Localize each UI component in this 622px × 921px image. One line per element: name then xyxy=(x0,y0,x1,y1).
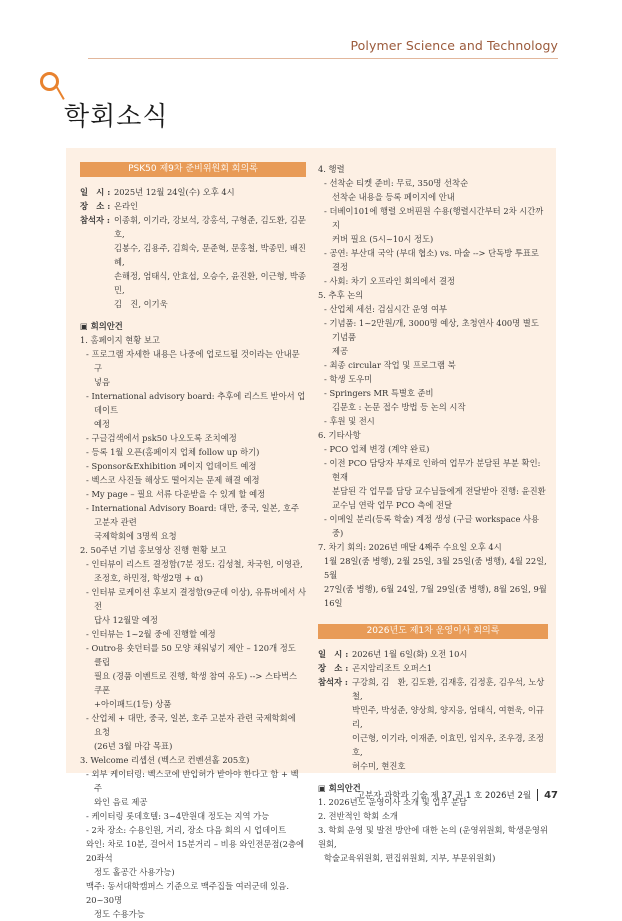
agenda-line: - 2차 장소: 수용인원, 거리, 장소 다음 회의 시 업데이트 xyxy=(86,825,287,835)
agenda-line: - 공연: 부산대 국악 (부대 협소) vs. 마술 --> 단독방 투표로 결정 xyxy=(324,248,539,272)
meeting1-agenda-continued xyxy=(318,162,548,610)
meeting1-place xyxy=(80,199,306,213)
attendee-line: 이근형, 이기라, 이재준, 이효민, 임지우, 조우경, 조정호, xyxy=(352,733,544,757)
agenda-line: 와인: 차로 10분, 걸어서 15분거리 – 비용 와인전문점(2층에 20좌석 xyxy=(86,839,304,863)
agenda-line: - 케이터링 롯데호텔: 3~4만원대 정도는 지역 가능 xyxy=(86,811,270,821)
attendee-line: 김봉수, 김용주, 김희숙, 문준혁, 문홍철, 박종민, 배진혜, xyxy=(114,243,306,267)
label: 참석자 : xyxy=(80,215,110,225)
agenda-line: 5. 추후 논의 xyxy=(318,290,364,300)
agenda-line: 제공 xyxy=(332,346,349,356)
meeting2-place xyxy=(318,661,548,675)
meeting1-banner: PSK50 제9차 준비위원회 회의록 xyxy=(80,162,306,177)
agenda-line: 예정 xyxy=(94,419,111,429)
right-column xyxy=(318,162,548,865)
agenda-line: 국제학회에 3명씩 요청 xyxy=(94,531,177,541)
agenda-line: - International advisory board: 추후에 리스트 받아서 업데이트 xyxy=(86,391,306,415)
agenda-line: 2. 50주년 기념 홍보영상 진행 현황 보고 xyxy=(80,545,227,555)
agenda-line: 넣음 xyxy=(94,377,111,387)
label: 일 시 : xyxy=(80,187,111,197)
agenda-line: - 산업체 세션: 검심시간 운영 여부 xyxy=(324,304,447,314)
value: 2026년 1월 6일(화) 오전 10시 xyxy=(352,649,468,659)
agenda-line: - 프로그램 자세한 내용은 나중에 업로드될 것이라는 안내문구 xyxy=(86,349,300,373)
agenda-line: 김문호 : 논문 접수 방법 등 논의 시작 xyxy=(332,402,466,412)
meeting2-date xyxy=(318,647,548,661)
meeting1-date xyxy=(80,185,306,199)
agenda-line: - 학생 도우미 xyxy=(324,374,373,384)
agenda-line: - My page – 필요 서류 다운받을 수 있게 할 예정 xyxy=(86,489,266,499)
value xyxy=(352,675,548,773)
footer-citation: 고분자 과학과 기술 제 37 권 1 호 2026년 2월 xyxy=(356,791,532,801)
meeting1-agenda-heading: ▣ 회의안건 xyxy=(80,321,123,331)
attendee-line: 구강희, 김 환, 김도환, 김재홍, 김정훈, 김우석, 노상철, xyxy=(352,677,545,701)
meeting2-agenda-list xyxy=(318,795,548,865)
label: 참석자 : xyxy=(318,677,348,687)
agenda-line: - Sponsor&Exhibition 페이지 업데이트 예정 xyxy=(86,461,257,471)
agenda-line: 1. 2026년도 운영이사 소개 및 업무 분담 xyxy=(318,797,468,807)
attendee-line: 이종휘, 이기라, 강보석, 강홍석, 구형준, 김도환, 김문호, xyxy=(114,215,306,239)
agenda-line: 조정호, 하민정, 학생2명 + α) xyxy=(94,573,204,583)
footer xyxy=(357,789,558,801)
agenda-line: 필요 (경품 이벤트로 진행, 학생 참여 유도) --> 스타벅스 쿠폰 xyxy=(94,671,298,695)
agenda-line: 1월 28일(줌 병행), 2월 25일, 3월 25일(줌 병행), 4월 22일, 5월 xyxy=(324,556,547,580)
agenda-line: - 산업체 + 대만, 중국, 일본, 호주 고분자 관련 국제학회에 요청 xyxy=(86,713,296,737)
agenda-line: - Springers MR 특별호 준비 xyxy=(324,388,434,398)
agenda-line: - PCO 업체 변경 (계약 완료) xyxy=(324,444,430,454)
agenda-line: - 외부 케이터링: 벡스코에 반입허가 받아야 한다고 함 + 벡주 xyxy=(86,769,299,793)
agenda-line: - 등록 1월 오픈(홈페이지 업체 follow up 하기) xyxy=(86,447,260,457)
meeting2-agenda-heading: ▣ 회의안건 xyxy=(318,783,361,793)
label: 일 시 : xyxy=(318,649,349,659)
agenda-line: 정도 홀공간 사용가능) xyxy=(94,867,175,877)
agenda-line: 6. 기타사항 xyxy=(318,430,361,440)
agenda-line: 커버 필요 (5시~10시 정도) xyxy=(332,234,434,244)
meeting1-attendees xyxy=(80,213,306,311)
agenda-line: 와인 음료 제공 xyxy=(94,797,148,807)
label: 장 소 : xyxy=(318,663,349,673)
agenda-line: - 사회: 차기 오프라인 회의에서 결정 xyxy=(324,276,455,286)
attendee-line: 박민주, 박성준, 양상희, 양지응, 엄태식, 여현욱, 이규리, xyxy=(352,705,544,729)
page-title: 학회소식 xyxy=(64,102,169,132)
agenda-line: - 이메일 분리(등록 학술) 계정 생성 (구글 workspace 사용중) xyxy=(324,514,540,538)
agenda-line: - 더베이101에 행렬 오버핀원 수용(행렬시간부터 2차 시간까지 xyxy=(324,206,544,230)
agenda-line: - Outro용 숏던터를 50 모양 채워넣기 제안 – 120개 정도 클립 xyxy=(86,643,296,667)
attendee-line: 손해정, 엄태식, 안효섭, 오승수, 윤진환, 이근형, 박종민, xyxy=(114,271,306,295)
agenda-line: - 인터뷰이 리스트 결정함(7분 정도: 김성철, 차국헌, 이영관, xyxy=(86,559,303,569)
left-column xyxy=(80,162,306,921)
agenda-line: - 인터뷰는 1~2월 중에 진행할 예정 xyxy=(86,629,216,639)
meeting2-attendees xyxy=(318,675,548,773)
agenda-line: - 이전 PCO 담당자 부재로 인하여 업무가 분담된 부분 확인: 현재 xyxy=(324,458,541,482)
agenda-line: - 최종 circular 작업 및 프로그램 북 xyxy=(324,360,456,370)
label: 장 소 : xyxy=(80,201,111,211)
agenda-line: - 인터뷰 로케이션 후보지 결정함(9군데 이상), 유튜버에서 사전 xyxy=(86,587,306,611)
agenda-line: 3. 학회 운영 및 발전 방안에 대한 논의 (운영위원회, 학생운영위원회, xyxy=(318,825,548,849)
agenda-line: 답사 12월말 예정 xyxy=(94,615,158,625)
agenda-line: 27일(줌 병행), 6월 24일, 7월 29일(줌 병행), 8월 26일, 9월 16일 xyxy=(324,584,547,608)
agenda-line: - 후원 및 전시 xyxy=(324,416,375,426)
meeting1-agenda-list xyxy=(80,333,306,921)
attendee-line: 허수미, 현진호 xyxy=(352,761,406,771)
agenda-line: 1. 홈페이지 현황 보고 xyxy=(80,335,160,345)
agenda-line: 4. 행렬 xyxy=(318,164,345,174)
footer-divider xyxy=(537,789,538,801)
agenda-line: +아이패드(1등) 상품 xyxy=(94,699,172,709)
value: 온라인 xyxy=(114,201,139,211)
agenda-line: 7. 차기 회의: 2026년 매달 4째주 수요일 오후 4시 xyxy=(318,542,502,552)
page-number: 47 xyxy=(544,789,558,801)
agenda-line: 분담된 각 업무를 담당 교수님들에게 전달받아 진행: 윤진환 xyxy=(332,486,546,496)
agenda-line: 교수님 연락 업무 PCO 측에 전달 xyxy=(332,500,453,510)
agenda-line: - International Advisory Board: 대만, 중국, 일본, 호주 고분자 관련 xyxy=(86,503,300,527)
meeting2-banner: 2026년도 제1차 운영이사 회의록 xyxy=(318,624,548,639)
agenda-line: 학술교육위원회, 편집위원회, 지부, 부문위원회) xyxy=(324,853,496,863)
attendee-line: 김 진, 이기욱 xyxy=(114,299,168,309)
agenda-line: (26년 3월 마감 목표) xyxy=(94,741,173,751)
agenda-line: 맥주: 동서대학캠퍼스 기준으로 맥주집들 여러군데 있음. 20~30명 xyxy=(86,881,289,905)
agenda-line: - 벡스코 사진들 해상도 떨어지는 문제 해결 예정 xyxy=(86,475,260,485)
agenda-line: 선착순 내용을 등록 페이지에 안내 xyxy=(332,192,455,202)
agenda-line: - 기념품: 1~2만원/개, 3000명 예상, 초청연사 400명 별도 기념품 xyxy=(324,318,539,342)
header-rule xyxy=(88,58,558,59)
value xyxy=(114,213,306,311)
agenda-line: - 선착순 티켓 준비: 무료, 350명 선착순 xyxy=(324,178,469,188)
value: 곤지암리조트 오퍼스1 xyxy=(352,663,433,673)
agenda-line: 정도 수용가능 xyxy=(94,909,145,919)
journal-name: Polymer Science and Technology xyxy=(350,38,558,53)
agenda-line: 2. 전반적인 학회 소개 xyxy=(318,811,398,821)
value: 2025년 12월 24일(수) 오후 4시 xyxy=(114,187,235,197)
agenda-line: - 구글검색에서 psk50 나오도록 조치예정 xyxy=(86,433,237,443)
agenda-line: 3. Welcome 리셉션 (벡스코 컨벤션홀 205호) xyxy=(80,755,250,765)
